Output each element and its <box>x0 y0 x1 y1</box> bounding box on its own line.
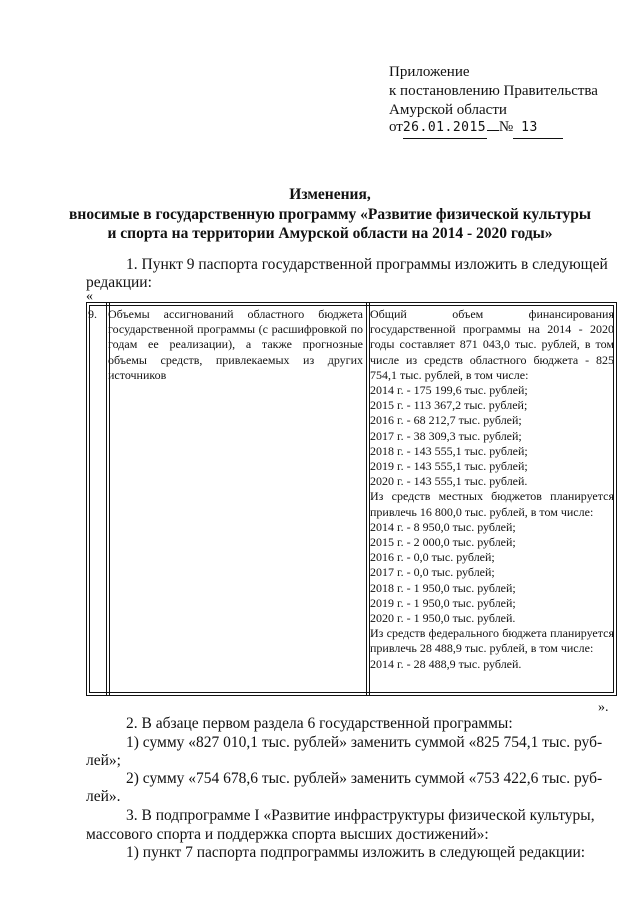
item2-line5: лей». <box>86 788 121 805</box>
local-year-line: 2019 г. - 1 950,0 тыс. рублей; <box>370 595 516 610</box>
open-quote: « <box>86 289 93 304</box>
regional-year-line: 2019 г. - 143 555,1 тыс. рублей; <box>370 459 528 474</box>
number-sign: № <box>498 119 514 135</box>
local-year-line: 2015 г. - 2 000,0 тыс. рублей; <box>370 535 516 550</box>
local-year-line: 2017 г. - 0,0 тыс. рублей; <box>370 565 495 580</box>
regional-year-line: 2015 г. - 113 367,2 тыс. рублей; <box>370 398 528 413</box>
document-date: 26.01.2015 <box>403 118 487 139</box>
federal-year-line: 2014 г. - 28 488,9 тыс. рублей. <box>370 656 522 671</box>
federal-intro: Из средств федерального бюджета планируется привлечь 28 488,9 тыс. рублей, в том числе: <box>370 626 614 656</box>
date-number-line <box>389 117 563 139</box>
table-row-number: 9. <box>88 307 97 321</box>
document-subtitle-1: вносимые в государственную программу «Развитие физической культуры <box>69 206 591 223</box>
regional-year-line: 2020 г. - 143 555,1 тыс. рублей. <box>370 474 528 489</box>
date-prefix: от <box>389 119 403 135</box>
regional-year-line: 2018 г. - 143 555,1 тыс. рублей; <box>370 443 528 458</box>
document-title: Изменения, <box>289 186 371 203</box>
region-name: Амурской области <box>389 102 507 118</box>
local-year-line: 2014 г. - 8 950,0 тыс. рублей; <box>370 519 516 534</box>
local-year-line: 2020 г. - 1 950,0 тыс. рублей. <box>370 611 516 626</box>
item2-line4: 2) сумму «754 678,6 тыс. рублей» заменить суммой «753 422,6 тыс. руб- <box>126 770 603 787</box>
regional-year-line: 2014 г. - 175 199,6 тыс. рублей; <box>370 383 528 398</box>
local-intro: Из средств местных бюджетов планируется привлечь 16 800,0 тыс. рублей, в том числе: <box>370 489 614 519</box>
funding-intro: Общий объем финансирования государственной программы на 2014 - 2020 годы составляет 871 043,0 тыс. рублей, в том числе из средств областного бюджета - 825 754,1 тыс. рублей, в том числе: <box>370 307 614 382</box>
item2-line3: лей»; <box>86 752 121 769</box>
item2-line1: 2. В абзаце первом раздела 6 государственной программы: <box>126 715 513 732</box>
close-quote: ». <box>598 700 609 715</box>
regional-year-line: 2017 г. - 38 309,3 тыс. рублей; <box>370 428 522 443</box>
local-year-line: 2016 г. - 0,0 тыс. рублей; <box>370 550 495 565</box>
item3-line2: массового спорта и поддержка спорта высших достижений»: <box>86 826 489 843</box>
table-right-cell <box>370 307 614 672</box>
appendix-label: Приложение <box>389 64 470 80</box>
document-subtitle-2: и спорта на территории Амурской области на 2014 - 2020 годы» <box>107 225 553 242</box>
item3-line1: 3. В подпрограмме I «Развитие инфраструктуры физической культуры, <box>126 807 595 824</box>
document-number: 13 <box>513 118 563 139</box>
table-left-cell: Объемы ассигнований областного бюджета государственной программы (с расшифровкой по годам ее реализации), а также прогнозные объемы средств, привлекаемых из других источников <box>108 307 363 382</box>
resolution-reference: к постановлению Правительства <box>389 83 598 99</box>
item3-line3: 1) пункт 7 паспорта подпрограммы изложить в следующей редакции: <box>126 844 586 861</box>
item1-line2: редакции: <box>86 274 152 291</box>
regional-year-line: 2016 г. - 68 212,7 тыс. рублей; <box>370 413 522 428</box>
item2-line2: 1) сумму «827 010,1 тыс. рублей» заменить суммой «825 754,1 тыс. руб- <box>126 734 603 751</box>
local-year-line: 2018 г. - 1 950,0 тыс. рублей; <box>370 580 516 595</box>
item1-line1: 1. Пункт 9 паспорта государственной программы изложить в следующей <box>126 256 608 273</box>
